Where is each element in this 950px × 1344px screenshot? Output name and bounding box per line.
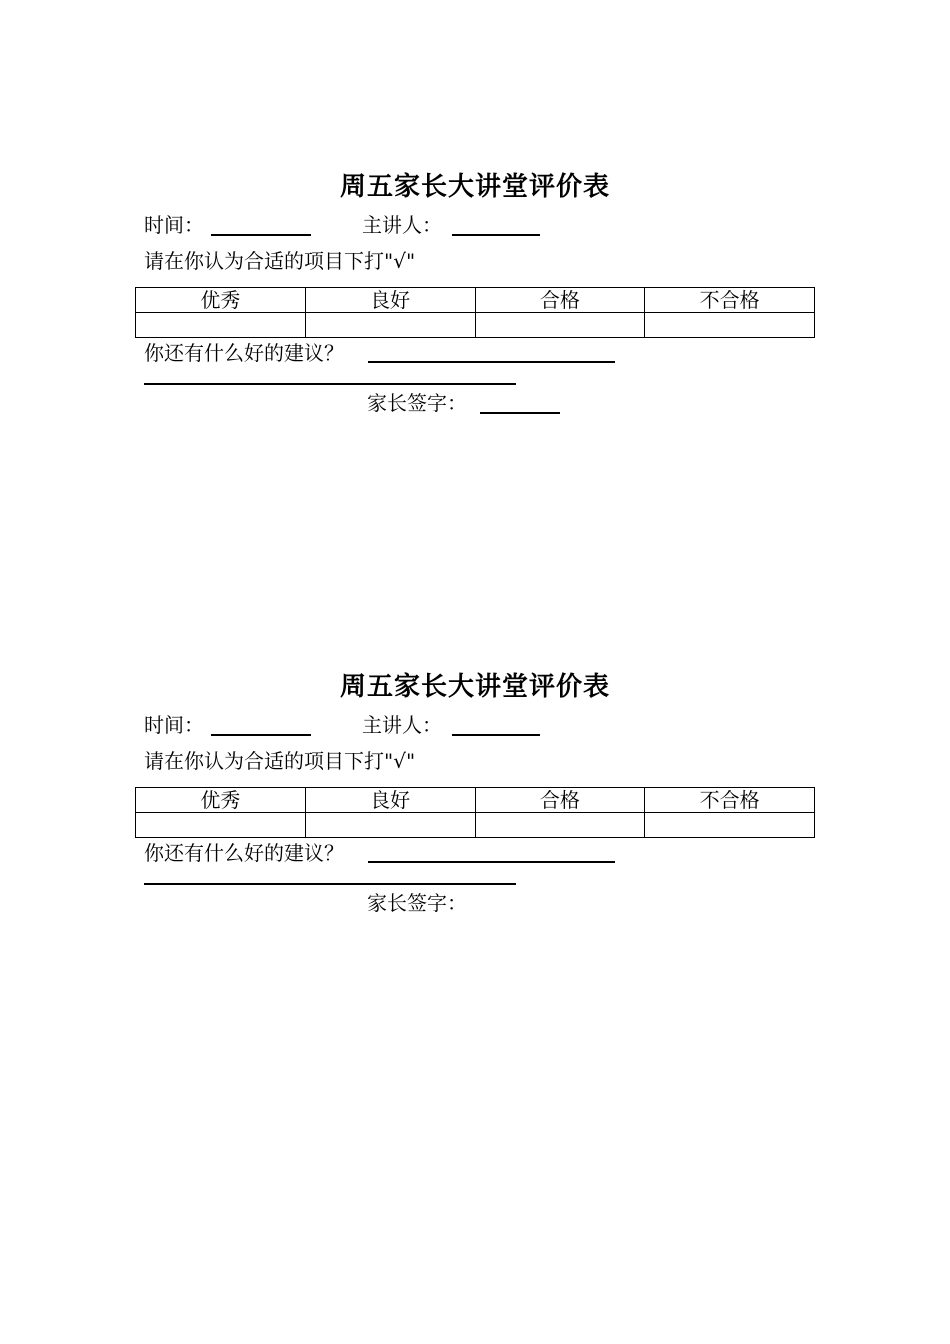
- signature-blank-field[interactable]: [480, 412, 560, 414]
- speaker-blank-field[interactable]: [452, 734, 540, 736]
- rating-excellent-cell[interactable]: [136, 813, 306, 838]
- rating-fail-header: 不合格: [645, 288, 815, 313]
- suggestion-blank-line-2[interactable]: [144, 883, 516, 885]
- signature-label: 家长签字：: [367, 891, 467, 915]
- signature-label: 家长签字：: [367, 391, 467, 415]
- rating-check-row: [136, 313, 815, 338]
- rating-fail-cell[interactable]: [645, 813, 815, 838]
- rating-pass-cell[interactable]: [475, 313, 645, 338]
- rating-excellent-header: 优秀: [136, 288, 306, 313]
- rating-header-row: [136, 788, 815, 813]
- rating-excellent-cell[interactable]: [136, 313, 306, 338]
- rating-good-cell[interactable]: [305, 813, 475, 838]
- speaker-blank-field[interactable]: [452, 234, 540, 236]
- rating-good-header: 良好: [305, 788, 475, 813]
- rating-pass-header: 合格: [475, 788, 645, 813]
- time-label: 时间：: [144, 213, 204, 237]
- rating-table: [135, 287, 815, 338]
- instruction-text: 请在你认为合适的项目下打"√": [144, 749, 416, 773]
- rating-good-cell[interactable]: [305, 313, 475, 338]
- time-label: 时间：: [144, 713, 204, 737]
- evaluation-form-1: [0, 0, 950, 415]
- time-blank-field[interactable]: [211, 234, 311, 236]
- rating-fail-header: 不合格: [645, 788, 815, 813]
- suggestion-label: 你还有什么好的建议？: [144, 841, 344, 865]
- rating-good-header: 良好: [305, 288, 475, 313]
- instruction-text: 请在你认为合适的项目下打"√": [144, 249, 416, 273]
- speaker-label: 主讲人：: [362, 713, 442, 737]
- rating-check-row: [136, 813, 815, 838]
- evaluation-form-2: [0, 500, 950, 915]
- rating-table: [135, 787, 815, 838]
- suggestion-blank-line-1[interactable]: [368, 861, 615, 863]
- rating-header-row: [136, 288, 815, 313]
- speaker-label: 主讲人：: [362, 213, 442, 237]
- time-blank-field[interactable]: [211, 734, 311, 736]
- rating-pass-cell[interactable]: [475, 813, 645, 838]
- rating-excellent-header: 优秀: [136, 788, 306, 813]
- rating-fail-cell[interactable]: [645, 313, 815, 338]
- form-title: 周五家长大讲堂评价表: [339, 172, 610, 202]
- rating-pass-header: 合格: [475, 288, 645, 313]
- suggestion-blank-line-2[interactable]: [144, 383, 516, 385]
- suggestion-blank-line-1[interactable]: [368, 361, 615, 363]
- suggestion-label: 你还有什么好的建议？: [144, 341, 344, 365]
- form-title: 周五家长大讲堂评价表: [339, 672, 610, 702]
